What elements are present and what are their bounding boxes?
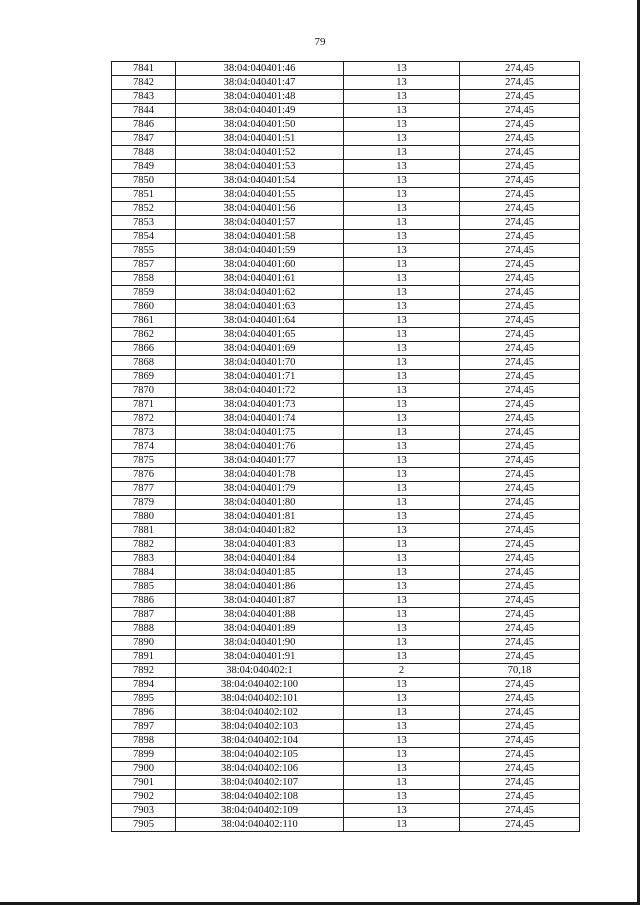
value-cell: 274,45	[460, 552, 580, 566]
count-cell: 13	[344, 104, 460, 118]
table-row	[112, 622, 580, 636]
value-cell: 274,45	[460, 748, 580, 762]
row-number-cell: 7861	[112, 314, 176, 328]
cadastral-number-cell: 38:04:040401:78	[176, 468, 344, 482]
row-number-cell: 7899	[112, 748, 176, 762]
table-row	[112, 650, 580, 664]
table-row	[112, 370, 580, 384]
value-cell: 274,45	[460, 804, 580, 818]
row-number-cell: 7847	[112, 132, 176, 146]
table-row	[112, 230, 580, 244]
count-cell: 13	[344, 650, 460, 664]
count-cell: 13	[344, 286, 460, 300]
count-cell: 13	[344, 804, 460, 818]
row-number-cell: 7883	[112, 552, 176, 566]
value-cell: 274,45	[460, 594, 580, 608]
row-number-cell: 7873	[112, 426, 176, 440]
cadastral-number-cell: 38:04:040401:52	[176, 146, 344, 160]
row-number-cell: 7860	[112, 300, 176, 314]
table-row	[112, 342, 580, 356]
table-row	[112, 664, 580, 678]
table-row	[112, 524, 580, 538]
cadastral-number-cell: 38:04:040401:91	[176, 650, 344, 664]
row-number-cell: 7869	[112, 370, 176, 384]
value-cell: 274,45	[460, 216, 580, 230]
count-cell: 13	[344, 118, 460, 132]
cadastral-number-cell: 38:04:040401:65	[176, 328, 344, 342]
cadastral-number-cell: 38:04:040401:56	[176, 202, 344, 216]
cadastral-number-cell: 38:04:040402:107	[176, 776, 344, 790]
value-cell: 274,45	[460, 706, 580, 720]
row-number-cell: 7866	[112, 342, 176, 356]
cadastral-number-cell: 38:04:040401:57	[176, 216, 344, 230]
row-number-cell: 7858	[112, 272, 176, 286]
table-row	[112, 286, 580, 300]
cadastral-number-cell: 38:04:040401:54	[176, 174, 344, 188]
row-number-cell: 7862	[112, 328, 176, 342]
table-row	[112, 188, 580, 202]
table-row	[112, 328, 580, 342]
cadastral-number-cell: 38:04:040401:87	[176, 594, 344, 608]
row-number-cell: 7898	[112, 734, 176, 748]
cadastral-number-cell: 38:04:040402:103	[176, 720, 344, 734]
count-cell: 13	[344, 146, 460, 160]
count-cell: 13	[344, 328, 460, 342]
value-cell: 274,45	[460, 174, 580, 188]
table-row	[112, 132, 580, 146]
count-cell: 13	[344, 202, 460, 216]
value-cell: 274,45	[460, 454, 580, 468]
table-row	[112, 790, 580, 804]
row-number-cell: 7872	[112, 412, 176, 426]
table-row	[112, 62, 580, 76]
row-number-cell: 7852	[112, 202, 176, 216]
count-cell: 13	[344, 314, 460, 328]
value-cell: 274,45	[460, 314, 580, 328]
value-cell: 274,45	[460, 62, 580, 76]
cadastral-number-cell: 38:04:040401:79	[176, 482, 344, 496]
count-cell: 13	[344, 216, 460, 230]
row-number-cell: 7895	[112, 692, 176, 706]
cadastral-number-cell: 38:04:040401:76	[176, 440, 344, 454]
row-number-cell: 7881	[112, 524, 176, 538]
cadastral-number-cell: 38:04:040401:61	[176, 272, 344, 286]
cadastral-number-cell: 38:04:040401:69	[176, 342, 344, 356]
table-row	[112, 818, 580, 832]
value-cell: 274,45	[460, 118, 580, 132]
count-cell: 13	[344, 160, 460, 174]
row-number-cell: 7884	[112, 566, 176, 580]
count-cell: 13	[344, 608, 460, 622]
count-cell: 13	[344, 62, 460, 76]
row-number-cell: 7901	[112, 776, 176, 790]
value-cell: 274,45	[460, 524, 580, 538]
table-row	[112, 440, 580, 454]
table-row	[112, 146, 580, 160]
cadastral-number-cell: 38:04:040401:89	[176, 622, 344, 636]
count-cell: 13	[344, 734, 460, 748]
table-row	[112, 608, 580, 622]
value-cell: 274,45	[460, 244, 580, 258]
value-cell: 274,45	[460, 734, 580, 748]
row-number-cell: 7859	[112, 286, 176, 300]
cadastral-number-cell: 38:04:040401:64	[176, 314, 344, 328]
cadastral-number-cell: 38:04:040401:75	[176, 426, 344, 440]
row-number-cell: 7896	[112, 706, 176, 720]
row-number-cell: 7902	[112, 790, 176, 804]
value-cell: 274,45	[460, 90, 580, 104]
count-cell: 13	[344, 790, 460, 804]
cadastral-number-cell: 38:04:040401:74	[176, 412, 344, 426]
cadastral-table	[111, 61, 580, 832]
page-number: 79	[314, 36, 326, 48]
table-row	[112, 314, 580, 328]
count-cell: 13	[344, 776, 460, 790]
value-cell: 274,45	[460, 202, 580, 216]
count-cell: 13	[344, 496, 460, 510]
row-number-cell: 7890	[112, 636, 176, 650]
table-row	[112, 258, 580, 272]
count-cell: 13	[344, 272, 460, 286]
cadastral-number-cell: 38:04:040402:101	[176, 692, 344, 706]
cadastral-number-cell: 38:04:040402:104	[176, 734, 344, 748]
table-row	[112, 398, 580, 412]
cadastral-number-cell: 38:04:040401:80	[176, 496, 344, 510]
row-number-cell: 7905	[112, 818, 176, 832]
value-cell: 274,45	[460, 286, 580, 300]
cadastral-number-cell: 38:04:040402:110	[176, 818, 344, 832]
value-cell: 274,45	[460, 580, 580, 594]
cadastral-number-cell: 38:04:040401:51	[176, 132, 344, 146]
cadastral-number-cell: 38:04:040401:63	[176, 300, 344, 314]
table-row	[112, 104, 580, 118]
table-row	[112, 76, 580, 90]
cadastral-number-cell: 38:04:040401:82	[176, 524, 344, 538]
value-cell: 274,45	[460, 510, 580, 524]
row-number-cell: 7892	[112, 664, 176, 678]
value-cell: 274,45	[460, 468, 580, 482]
count-cell: 13	[344, 818, 460, 832]
count-cell: 13	[344, 552, 460, 566]
count-cell: 2	[344, 664, 460, 678]
row-number-cell: 7841	[112, 62, 176, 76]
value-cell: 70,18	[460, 664, 580, 678]
row-number-cell: 7887	[112, 608, 176, 622]
table-row	[112, 482, 580, 496]
row-number-cell: 7891	[112, 650, 176, 664]
row-number-cell: 7903	[112, 804, 176, 818]
table-row	[112, 300, 580, 314]
table-row	[112, 776, 580, 790]
table-row	[112, 734, 580, 748]
value-cell: 274,45	[460, 104, 580, 118]
cadastral-number-cell: 38:04:040402:105	[176, 748, 344, 762]
value-cell: 274,45	[460, 776, 580, 790]
row-number-cell: 7877	[112, 482, 176, 496]
table-row	[112, 412, 580, 426]
cadastral-number-cell: 38:04:040401:86	[176, 580, 344, 594]
value-cell: 274,45	[460, 608, 580, 622]
value-cell: 274,45	[460, 132, 580, 146]
value-cell: 274,45	[460, 426, 580, 440]
row-number-cell: 7879	[112, 496, 176, 510]
table-row	[112, 720, 580, 734]
value-cell: 274,45	[460, 538, 580, 552]
cadastral-number-cell: 38:04:040401:85	[176, 566, 344, 580]
table-row	[112, 384, 580, 398]
count-cell: 13	[344, 692, 460, 706]
cadastral-number-cell: 38:04:040401:77	[176, 454, 344, 468]
cadastral-number-cell: 38:04:040401:55	[176, 188, 344, 202]
table-body	[112, 62, 580, 832]
table-row	[112, 706, 580, 720]
value-cell: 274,45	[460, 692, 580, 706]
count-cell: 13	[344, 762, 460, 776]
count-cell: 13	[344, 636, 460, 650]
cadastral-number-cell: 38:04:040401:84	[176, 552, 344, 566]
count-cell: 13	[344, 454, 460, 468]
value-cell: 274,45	[460, 566, 580, 580]
value-cell: 274,45	[460, 678, 580, 692]
cadastral-number-cell: 38:04:040401:49	[176, 104, 344, 118]
cadastral-number-cell: 38:04:040401:58	[176, 230, 344, 244]
value-cell: 274,45	[460, 496, 580, 510]
value-cell: 274,45	[460, 650, 580, 664]
row-number-cell: 7853	[112, 216, 176, 230]
count-cell: 13	[344, 76, 460, 90]
count-cell: 13	[344, 370, 460, 384]
count-cell: 13	[344, 622, 460, 636]
row-number-cell: 7843	[112, 90, 176, 104]
cadastral-number-cell: 38:04:040402:1	[176, 664, 344, 678]
cadastral-number-cell: 38:04:040401:46	[176, 62, 344, 76]
row-number-cell: 7885	[112, 580, 176, 594]
cadastral-number-cell: 38:04:040401:62	[176, 286, 344, 300]
table-row	[112, 566, 580, 580]
table-row	[112, 538, 580, 552]
value-cell: 274,45	[460, 412, 580, 426]
value-cell: 274,45	[460, 76, 580, 90]
value-cell: 274,45	[460, 356, 580, 370]
row-number-cell: 7897	[112, 720, 176, 734]
row-number-cell: 7854	[112, 230, 176, 244]
count-cell: 13	[344, 90, 460, 104]
table-row	[112, 468, 580, 482]
value-cell: 274,45	[460, 398, 580, 412]
cadastral-number-cell: 38:04:040401:50	[176, 118, 344, 132]
cadastral-number-cell: 38:04:040401:81	[176, 510, 344, 524]
count-cell: 13	[344, 468, 460, 482]
value-cell: 274,45	[460, 328, 580, 342]
value-cell: 274,45	[460, 146, 580, 160]
row-number-cell: 7850	[112, 174, 176, 188]
table-row	[112, 594, 580, 608]
table-row	[112, 636, 580, 650]
value-cell: 274,45	[460, 790, 580, 804]
table-row	[112, 160, 580, 174]
row-number-cell: 7844	[112, 104, 176, 118]
count-cell: 13	[344, 132, 460, 146]
cadastral-number-cell: 38:04:040402:108	[176, 790, 344, 804]
value-cell: 274,45	[460, 720, 580, 734]
row-number-cell: 7875	[112, 454, 176, 468]
count-cell: 13	[344, 440, 460, 454]
count-cell: 13	[344, 594, 460, 608]
cadastral-number-cell: 38:04:040402:109	[176, 804, 344, 818]
value-cell: 274,45	[460, 818, 580, 832]
count-cell: 13	[344, 384, 460, 398]
row-number-cell: 7851	[112, 188, 176, 202]
row-number-cell: 7842	[112, 76, 176, 90]
cadastral-number-cell: 38:04:040401:53	[176, 160, 344, 174]
table-row	[112, 356, 580, 370]
row-number-cell: 7870	[112, 384, 176, 398]
value-cell: 274,45	[460, 188, 580, 202]
cadastral-number-cell: 38:04:040401:72	[176, 384, 344, 398]
row-number-cell: 7874	[112, 440, 176, 454]
count-cell: 13	[344, 566, 460, 580]
cadastral-number-cell: 38:04:040401:59	[176, 244, 344, 258]
count-cell: 13	[344, 748, 460, 762]
row-number-cell: 7888	[112, 622, 176, 636]
cadastral-number-cell: 38:04:040401:47	[176, 76, 344, 90]
count-cell: 13	[344, 230, 460, 244]
table-row	[112, 244, 580, 258]
value-cell: 274,45	[460, 258, 580, 272]
row-number-cell: 7846	[112, 118, 176, 132]
count-cell: 13	[344, 482, 460, 496]
row-number-cell: 7900	[112, 762, 176, 776]
document-table-container	[111, 61, 579, 832]
row-number-cell: 7868	[112, 356, 176, 370]
cadastral-number-cell: 38:04:040401:48	[176, 90, 344, 104]
row-number-cell: 7894	[112, 678, 176, 692]
table-row	[112, 496, 580, 510]
count-cell: 13	[344, 342, 460, 356]
table-row	[112, 216, 580, 230]
value-cell: 274,45	[460, 440, 580, 454]
value-cell: 274,45	[460, 300, 580, 314]
value-cell: 274,45	[460, 370, 580, 384]
value-cell: 274,45	[460, 384, 580, 398]
value-cell: 274,45	[460, 636, 580, 650]
table-row	[112, 118, 580, 132]
count-cell: 13	[344, 524, 460, 538]
cadastral-number-cell: 38:04:040401:71	[176, 370, 344, 384]
table-row	[112, 454, 580, 468]
value-cell: 274,45	[460, 622, 580, 636]
count-cell: 13	[344, 412, 460, 426]
count-cell: 13	[344, 426, 460, 440]
cadastral-number-cell: 38:04:040401:70	[176, 356, 344, 370]
row-number-cell: 7882	[112, 538, 176, 552]
cadastral-number-cell: 38:04:040402:102	[176, 706, 344, 720]
row-number-cell: 7848	[112, 146, 176, 160]
count-cell: 13	[344, 510, 460, 524]
count-cell: 13	[344, 300, 460, 314]
table-row	[112, 580, 580, 594]
table-row	[112, 426, 580, 440]
row-number-cell: 7849	[112, 160, 176, 174]
cadastral-number-cell: 38:04:040402:106	[176, 762, 344, 776]
table-row	[112, 692, 580, 706]
cadastral-number-cell: 38:04:040401:88	[176, 608, 344, 622]
table-row	[112, 90, 580, 104]
value-cell: 274,45	[460, 482, 580, 496]
value-cell: 274,45	[460, 342, 580, 356]
table-row	[112, 552, 580, 566]
count-cell: 13	[344, 356, 460, 370]
table-row	[112, 510, 580, 524]
table-row	[112, 174, 580, 188]
row-number-cell: 7880	[112, 510, 176, 524]
count-cell: 13	[344, 398, 460, 412]
value-cell: 274,45	[460, 230, 580, 244]
row-number-cell: 7857	[112, 258, 176, 272]
value-cell: 274,45	[460, 762, 580, 776]
count-cell: 13	[344, 244, 460, 258]
table-row	[112, 748, 580, 762]
cadastral-number-cell: 38:04:040401:90	[176, 636, 344, 650]
row-number-cell: 7855	[112, 244, 176, 258]
table-row	[112, 678, 580, 692]
table-row	[112, 804, 580, 818]
row-number-cell: 7886	[112, 594, 176, 608]
cadastral-number-cell: 38:04:040401:73	[176, 398, 344, 412]
value-cell: 274,45	[460, 272, 580, 286]
count-cell: 13	[344, 720, 460, 734]
row-number-cell: 7871	[112, 398, 176, 412]
count-cell: 13	[344, 258, 460, 272]
row-number-cell: 7876	[112, 468, 176, 482]
count-cell: 13	[344, 538, 460, 552]
count-cell: 13	[344, 706, 460, 720]
count-cell: 13	[344, 188, 460, 202]
count-cell: 13	[344, 580, 460, 594]
table-row	[112, 202, 580, 216]
count-cell: 13	[344, 174, 460, 188]
cadastral-number-cell: 38:04:040401:60	[176, 258, 344, 272]
value-cell: 274,45	[460, 160, 580, 174]
count-cell: 13	[344, 678, 460, 692]
table-row	[112, 762, 580, 776]
cadastral-number-cell: 38:04:040402:100	[176, 678, 344, 692]
table-row	[112, 272, 580, 286]
cadastral-number-cell: 38:04:040401:83	[176, 538, 344, 552]
